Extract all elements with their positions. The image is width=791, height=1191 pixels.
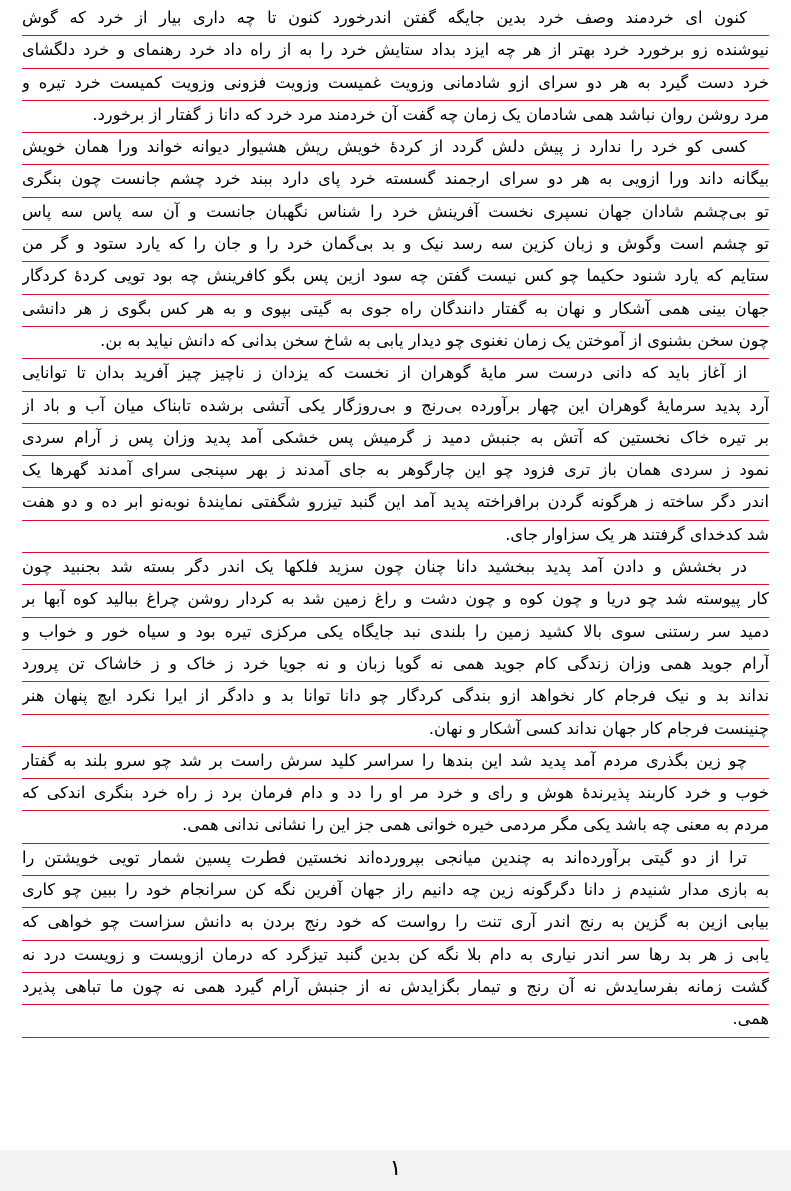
- page-number: ۱: [389, 1156, 402, 1181]
- text-line: دمید سر رستنی سوی بالا کشید زمین را بلندی نبد جایگاه یکی مرکزی تیره بود و سیاه خور و خواب و: [22, 618, 769, 650]
- text-line: چو زین بگذری مردم آمد پدید شد این بندها را سراسر کلید سرش راست بر شد چو سرو بلند به گفتار: [22, 747, 769, 779]
- text-line: نمود ز سردی همان باز تری فزود چو این چارگوهر به جای آمدند ز بهر سپنجی سرای آمدند گهرها یک: [22, 456, 769, 488]
- text-line: کنون ای خردمند وصف خرد بدین جایگه گفتن اندرخورد کنون تا چه داری بیار از خرد که گوش: [22, 4, 769, 36]
- text-line: کار پیوسته شد چو دریا و چون کوه و چون دشت و راغ زمین شد به کردار روشن چراغ ببالید کوه آبها بر: [22, 585, 769, 617]
- text-line: ترا از دو گیتی برآورده‌اند به چندین میانجی بپرورده‌اند نخستین فطرت پسین شمار تویی خویشتن را: [22, 844, 769, 876]
- text-line: جهان بینی همی آشکار و نهان به گفتار دانندگان راه جوی به گیتی بپوی و به هر کس بگوی ز هر دانشی: [22, 295, 769, 327]
- text-line: خوب و خرد کاربند پذیرندهٔ هوش و رای و خرد مر او را دد و دام فرمان برد ز راه خرد بنگری اندکی که: [22, 779, 769, 811]
- text-line: چون سخن بشنوی از آموختن یک زمان نغنوی چو دیدار یابی به شاخ سخن بدانی که دانش نیاید به بن.: [22, 327, 769, 359]
- text-line: نیوشنده زو برخورد خرد بهتر از هر چه ایزد بداد ستایش خرد را به از راه داد خرد رهنمای و خرد دلگشای: [22, 36, 769, 68]
- text-line: آرام جوید همی وزان زندگی کام جوید همی نه گویا زبان و نه جویا خرد ز خاک و ز خاشاک تن پرورد: [22, 650, 769, 682]
- text-line: اندر دگر ساخته ز هرگونه گردن برافراخته پدید آمد این گنبد تیزرو شگفتی نمایندهٔ نوبه‌نو ابر ده و دو هفت: [22, 488, 769, 520]
- text-line: نداند بد و نیک فرجام کار نخواهد ازو بندگی کردگار چو دانا توانا بد و دادگر از ایرا نکرد ایچ پنهان هنر: [22, 682, 769, 714]
- text-line: چنینست فرجام کار جهان نداند کسی آشکار و نهان.: [22, 715, 769, 747]
- text-line: ستایم که یارد شنود حکیما چو کس نیست گفتن چه سود ازین پس بگو کافرینش چه بود تویی کردهٔ کردگار: [22, 262, 769, 294]
- text-line: مردم به معنی چه باشد یکی مگر مردمی خیره خوانی همی جز این را نشانی ندانی همی.: [22, 811, 769, 843]
- text-line: کسی کو خرد را ندارد ز پیش دلش گردد از کردهٔ خویش ریش هشیوار دیوانه خواند ورا همان خویش: [22, 133, 769, 165]
- text-line: بیگانه داند ورا ازویی به هر دو سرای ارجمند گسسته خرد پای دارد ببند خرد چشم جانست چون بنگری: [22, 165, 769, 197]
- text-line: تو بی‌چشم شادان جهان نسپری نخست آفرینش خرد را شناس نگهبان جانست و آن سه پاس سه پاس: [22, 198, 769, 230]
- text-line: گشت زمانه بفرسایدش نه آن رنج و تیمار بگزایدش نه از جنبش آرام گیرد همی نه چون ما تباهی پذیرد: [22, 973, 769, 1005]
- text-line: بیابی ازین به گزین به رنج اندر آری تنت را رواست که خود رنج بردن به دانش سزاست چو خواهی که: [22, 908, 769, 940]
- text-line: مرد روشن روان نباشد همی شادمان یک زمان چه گفت آن خردمند مرد خرد که دانا ز گفتار از برخورد.: [22, 101, 769, 133]
- text-line: بر تیره خاک نخستین که آتش به جنبش دمید ز گرمیش پس خشکی آمد پدید وزان پس ز آرام سردی: [22, 424, 769, 456]
- text-line: آرد پدید سرمایهٔ گوهران این چهار برآورده بی‌رنج و بی‌روزگار یکی آتشی برشده تابناک میان آب و باد از: [22, 392, 769, 424]
- text-line: شد کدخدای گرفتند هر یک سزاوار جای.: [22, 521, 769, 553]
- text-line: به بازی مدار شنیدم ز دانا دگرگونه زین چه دانیم راز جهان آفرین نگه کن سرانجام خود را ببین چو کاری: [22, 876, 769, 908]
- text-line: خرد دست گیرد به هر دو سرای ازو شادمانی وزویت غمیست وزویت فزونی وزویت کمیست خرد تیره و: [22, 69, 769, 101]
- text-line: یابی ز هر بد رها سر اندر نیاری به دام بلا نگه کن بدین گنبد تیزگرد که درمان ازویست و زویست درد نه: [22, 941, 769, 973]
- text-line: تو چشم است وگوش و زبان کزین سه رسد نیک و بد بی‌گمان خرد را و جان را که یارد ستود و گر من: [22, 230, 769, 262]
- text-line: همی.: [22, 1005, 769, 1037]
- text-line: در بخشش و دادن آمد پدید ببخشید دانا چنان چون سزید فلکها یک اندر دگر بسته شد بجنبید چون: [22, 553, 769, 585]
- text-line: از آغاز باید که دانی درست سر مایهٔ گوهران از نخست که یزدان ز ناچیز چیز آفرید بدان تا توانایی: [22, 359, 769, 391]
- body-text: [22, 4, 769, 1038]
